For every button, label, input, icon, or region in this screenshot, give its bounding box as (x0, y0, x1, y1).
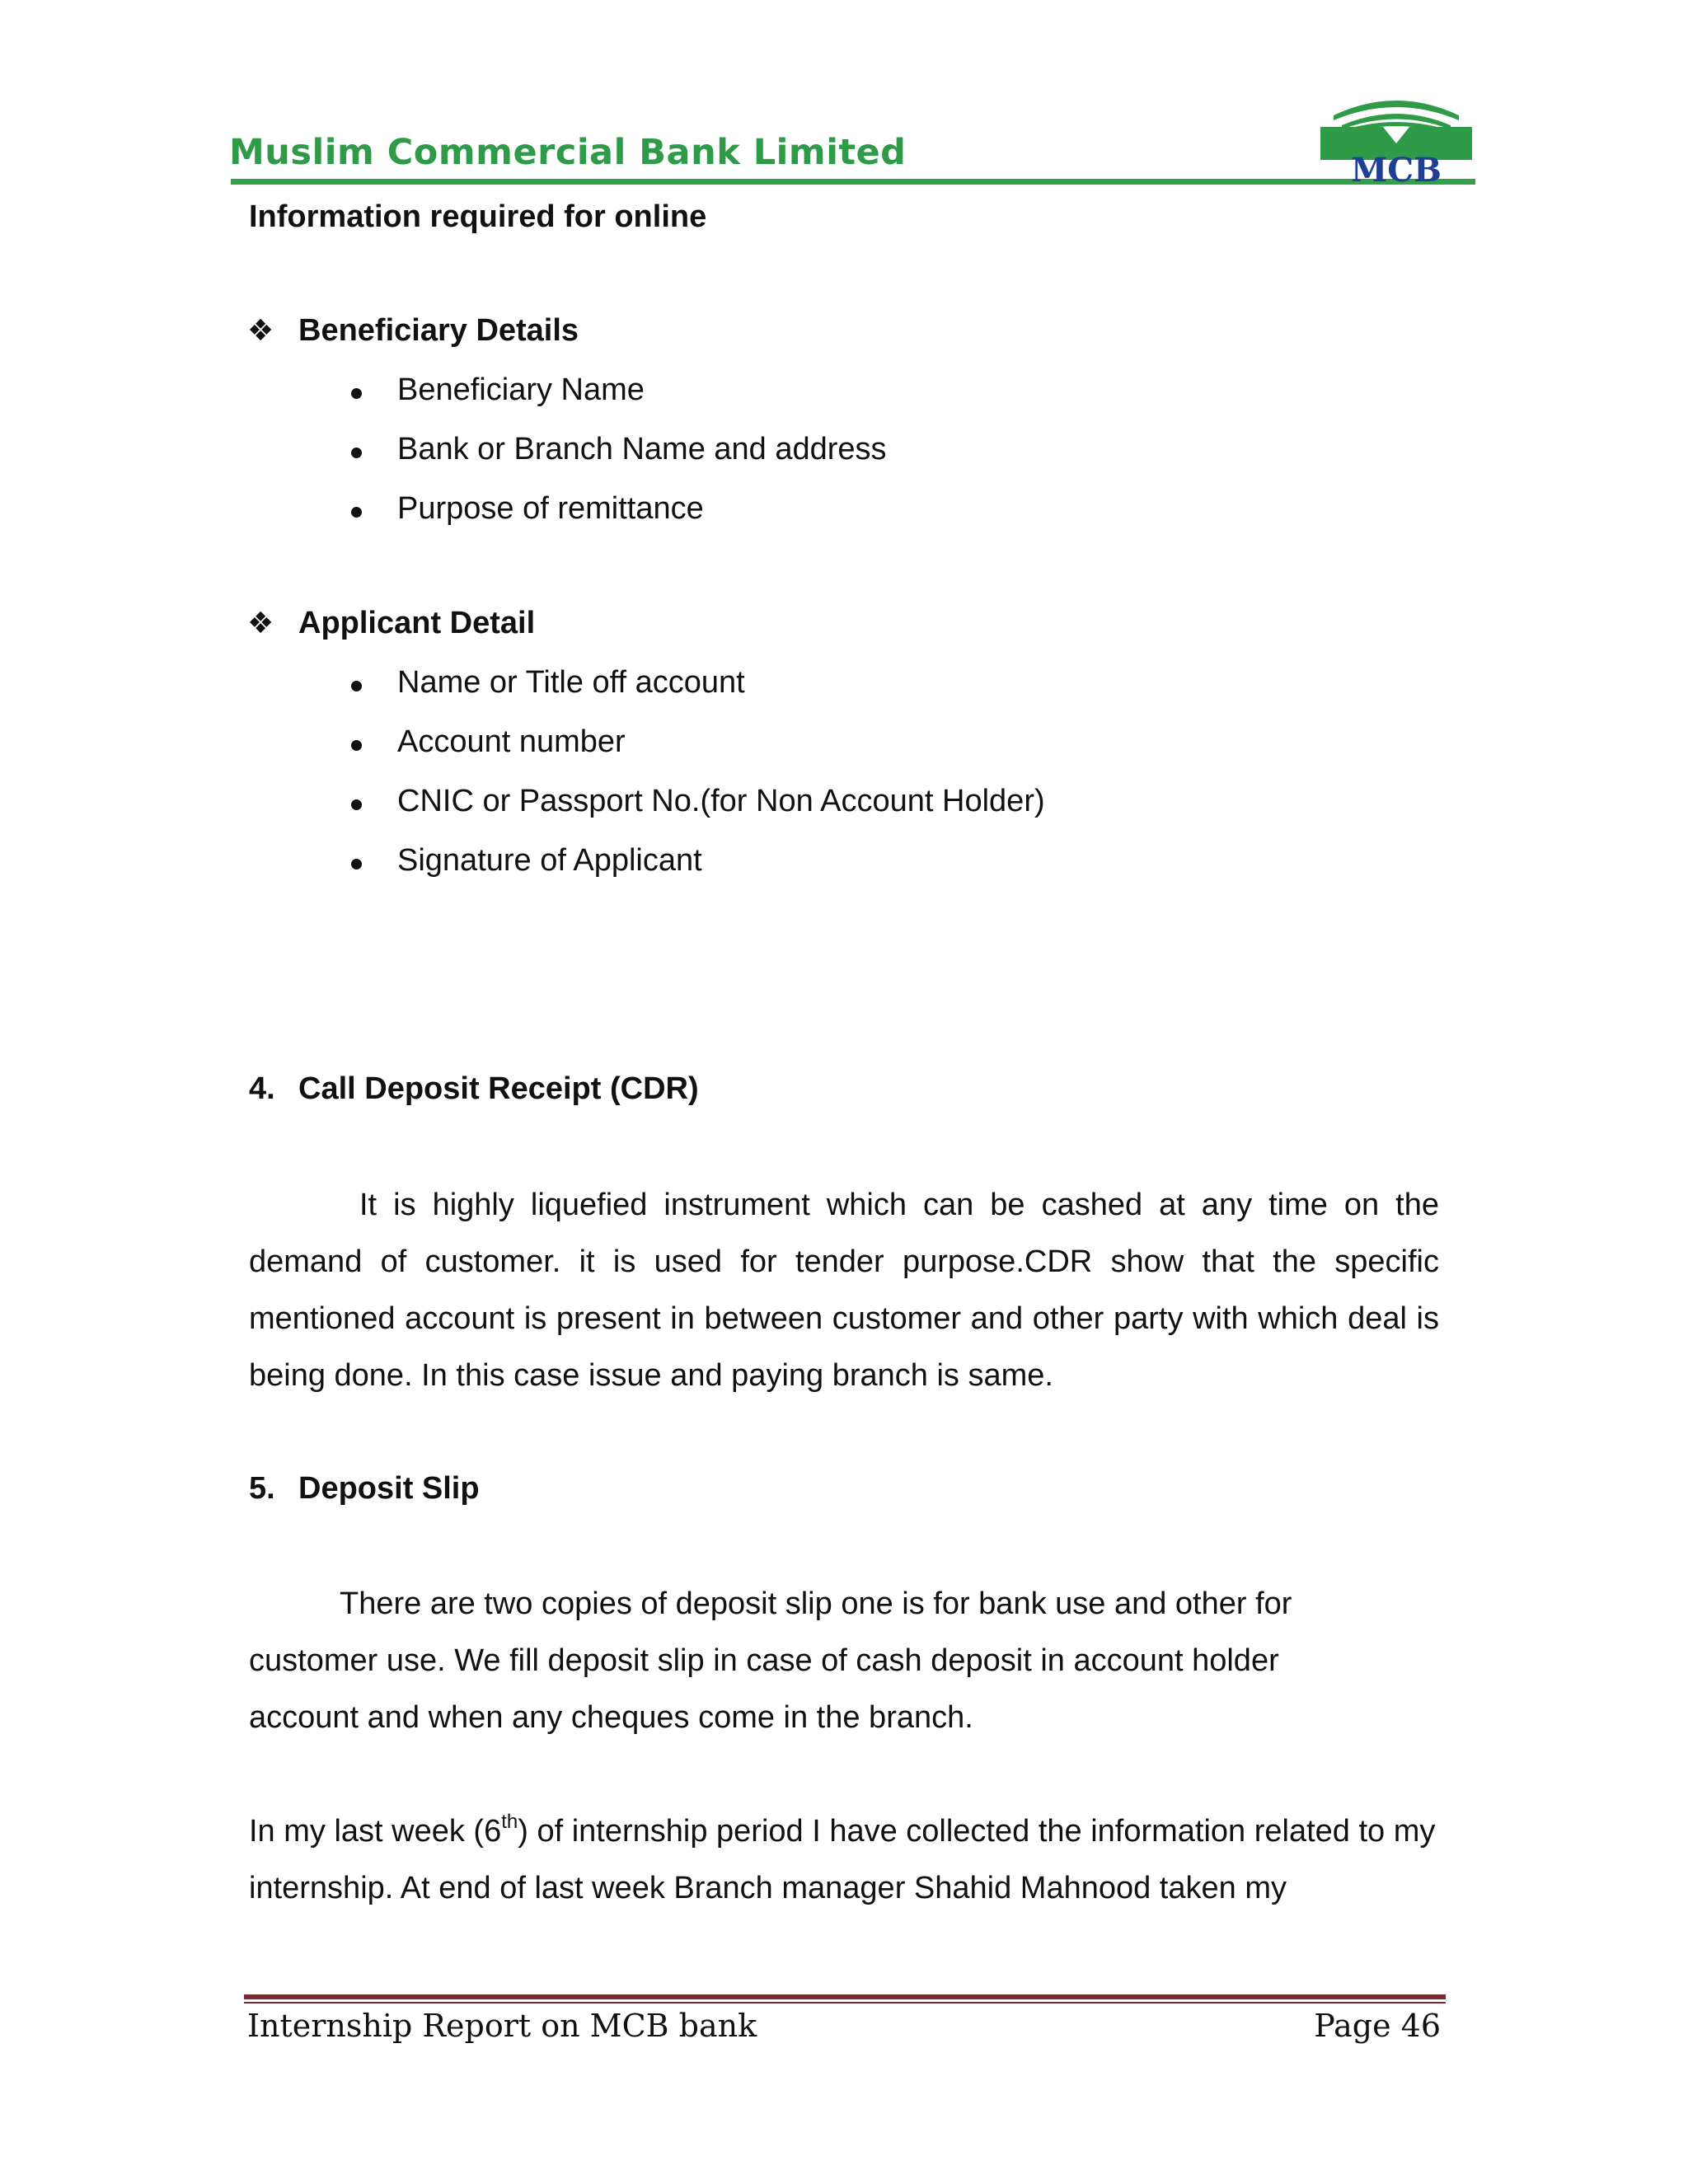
header-rule (231, 179, 1475, 185)
cdr-heading: Call Deposit Receipt (CDR) (298, 1071, 699, 1106)
footer-rule (244, 1994, 1446, 1999)
closing-text-part1: In my last week (6 (249, 1814, 502, 1849)
deposit-slip-paragraph: There are two copies of deposit slip one is for bank use and other for customer use. We fill deposit slip in case of cash deposit in account holder account and when any cheques come in the branch. (249, 1586, 1292, 1735)
footer-title: Internship Report on MCB bank (247, 2008, 757, 2044)
list-item: Bank or Branch Name and address (397, 432, 887, 466)
logo-text: MCB (1351, 151, 1442, 183)
section-number: 5. (249, 1471, 275, 1506)
bullet-icon (351, 681, 362, 691)
ordinal-superscript: th (501, 1811, 518, 1834)
list-item: CNIC or Passport No.(for Non Account Holder) (397, 784, 1045, 818)
footer-rule-thin (244, 2002, 1446, 2004)
closing-paragraph (249, 1803, 1436, 1917)
diamond-bullet-icon: ❖ (247, 606, 274, 640)
bullet-icon (351, 448, 362, 458)
applicant-heading: Applicant Detail (298, 606, 536, 640)
bullet-icon (351, 507, 362, 518)
deposit-slip-heading: Deposit Slip (298, 1471, 480, 1506)
cdr-paragraph: It is highly liquefied instrument which can be cashed at any time on the demand of customer. it is used for tender purpose.CDR show that the specific mentioned account is present in between customer and other party with which deal is being done. In this case issue and paying branch is same. (249, 1188, 1439, 1393)
diamond-bullet-icon: ❖ (247, 313, 274, 347)
mcb-logo (1317, 91, 1475, 183)
section-number: 4. (249, 1071, 275, 1106)
list-item: Name or Title off account (397, 665, 745, 700)
list-item: Signature of Applicant (397, 843, 702, 878)
list-item: Beneficiary Name (397, 373, 645, 407)
bullet-icon (351, 859, 362, 869)
beneficiary-heading: Beneficiary Details (298, 313, 579, 348)
bullet-icon (351, 799, 362, 810)
list-item: Account number (397, 724, 626, 759)
page-number: Page 46 (1314, 2008, 1441, 2044)
bullet-icon (351, 388, 362, 399)
bullet-icon (351, 740, 362, 751)
closing-text-part2: ) of internship period I have collected the information related to my internship. At end of last week Branch manager Shahid Mahnood taken my (249, 1814, 1436, 1905)
bank-name-header: Muslim Commercial Bank Limited (229, 132, 907, 173)
list-item: Purpose of remittance (397, 491, 704, 526)
intro-heading: Information required for online (249, 199, 707, 234)
